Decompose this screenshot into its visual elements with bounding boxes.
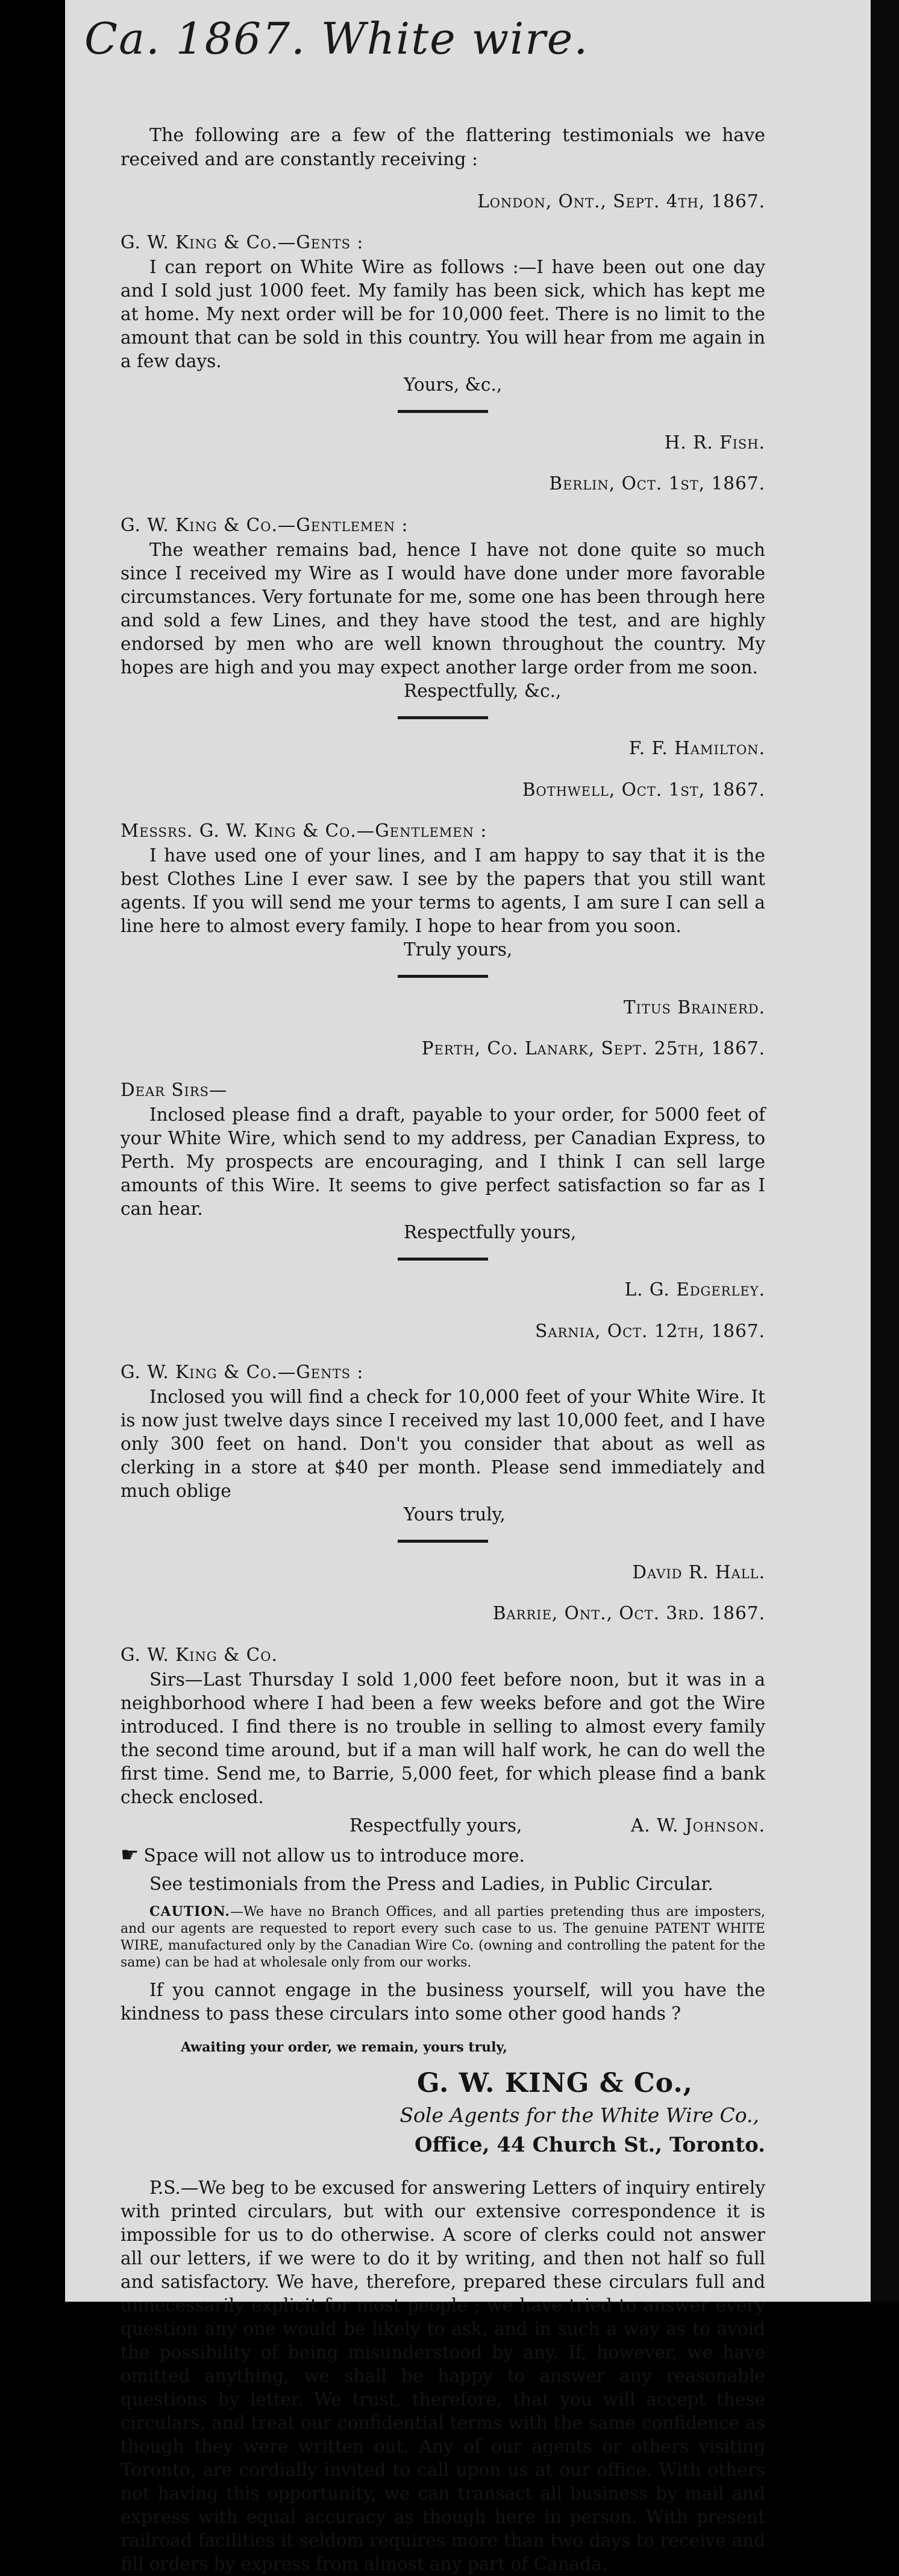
letter-date: Bothwell, Oct. 1st, 1867. xyxy=(522,779,765,800)
letter-salutation: G. W. King & Co. xyxy=(121,1644,278,1665)
company-name: G. W. KING & Co., xyxy=(416,2067,693,2099)
scan-border-left xyxy=(0,0,65,2302)
letter-body: The weather remains bad, hence I have not done quite so much since I received my Wire as I would have done under more favorable circumstances. Very fortunate for me, some one has been through here and sold a few Lines, and they have stood the test, and are highly endorsed by men who are well known throughout the country. My hopes are high and you may expect another large order from me soon. xyxy=(121,539,765,678)
space-note: Space will not allow us to introduce more. xyxy=(143,1845,525,1866)
letter-2 xyxy=(121,472,765,760)
letter-closing: Yours, &c., xyxy=(404,374,503,395)
letter-5 xyxy=(121,1320,765,1584)
caution-text: —We have no Branch Offices, and all parties pretending thus are imposters, and our agents are requested to report every such case to us. The genuine PATENT WHITE WIRE, manufactured only by the Canadian Wire Co. (owning and controlling the patent for the same) can be had at wholesale only from our works. xyxy=(121,1904,765,1970)
company-office-address: Office, 44 Church St., Toronto. xyxy=(414,2132,765,2157)
letter-body: Sirs—Last Thursday I sold 1,000 feet before noon, but it was in a neighborhood where I had been a few weeks before and got the Wire introduced. I find there is no trouble in selling to almost every family the second time around, but if a man will half work, he can do well the first time. Send me, to Barrie, 5,000 feet, for which please find a bank check enclosed. xyxy=(121,1669,765,1807)
letter-1 xyxy=(121,190,765,455)
scan-border-right xyxy=(871,0,899,2302)
see-note: See testimonials from the Press and Ladies, in Public Circular. xyxy=(149,1873,713,1894)
letter-salutation: Messrs. G. W. King & Co.—Gentlemen : xyxy=(121,820,487,841)
postscript: P.S.—We beg to be excused for answering Letters of inquiry entirely with printed circulars, but with our extensive correspondence it is impossible for us to do otherwise. A score of clerks could not answer all our letters, if we were to do it by writing, and then not half so full and satisfactory. We have, therefore, prepared these circulars full and unnecessarily explicit for most people ; we have tried to answer every question any one would be likely to ask, and in such a way as to avoid the possibility of being misunderstood by any. If, however, we have omitted anything, we shall be happy to answer any reasonable questions by letter. We trust, therefore, that you will accept these circulars, and treat our confidential terms with the same confidence as though they were written out. Any of our agents or others visiting Toronto, are cordially invited to call upon us at our office. With others not having this opportunity, we can transact all business by mail and express with equal accuracy as though here in person. With present railroad facilities it seldom requires more than two days to receive and fill orders by express from almost any part of Canada. xyxy=(121,2177,765,2574)
letter-body: Inclosed please find a draft, payable to your order, for 5000 feet of your White Wire, which send to my address, per Canadian Express, to Perth. My prospects are encouraging, and I think I can sell large amounts of this Wire. It seems to give perfect satisfaction so far as I can hear. xyxy=(121,1104,765,1219)
closing-row xyxy=(121,1814,765,1838)
letter-closing: Truly yours, xyxy=(404,939,513,960)
space-note-line xyxy=(121,1844,765,1868)
circular-body xyxy=(121,124,765,2576)
letter-3 xyxy=(121,778,765,1019)
caution-notice xyxy=(121,1903,765,1971)
letter-salutation: Dear Sirs— xyxy=(121,1079,228,1100)
caution-label: CAUTION. xyxy=(149,1903,230,1919)
letter-signature: F. F. Hamilton. xyxy=(628,738,765,758)
intro-text: The following are a few of the flattering testimonials we have received and are constantly receiving : xyxy=(121,125,765,170)
section-rule xyxy=(398,1540,488,1543)
company-agents-line: Sole Agents for the White Wire Co., xyxy=(399,2103,759,2127)
letter-signature: A. W. Johnson. xyxy=(630,1815,765,1836)
letter-date: Sarnia, Oct. 12th, 1867. xyxy=(535,1320,765,1341)
engage-note: If you cannot engage in the business yourself, will you have the kindness to pass these circulars into some other good hands ? xyxy=(121,1979,765,2024)
letter-date: Perth, Co. Lanark, Sept. 25th, 1867. xyxy=(421,1038,765,1059)
letter-signature: Titus Brainerd. xyxy=(623,997,765,1018)
letter-date: London, Ont., Sept. 4th, 1867. xyxy=(477,191,765,212)
letter-salutation: G. W. King & Co.—Gents : xyxy=(121,1362,364,1382)
letter-closing: Respectfully yours, xyxy=(404,1221,577,1242)
letter-4 xyxy=(121,1037,765,1302)
pointing-hand-icon: ☛ xyxy=(121,1842,139,1867)
letter-date: Berlin, Oct. 1st, 1867. xyxy=(549,473,765,494)
section-rule xyxy=(398,975,488,978)
letter-body: I have used one of your lines, and I am happy to say that it is the best Clothes Line I ever saw. I see by the papers that you still want agents. If you will send me your terms to agents, I am sure I can sell a line here to almost every family. I hope to hear from you soon. xyxy=(121,845,765,936)
letter-signature: David R. Hall. xyxy=(632,1561,765,1582)
handwritten-archive-note: Ca. 1867. White wire. xyxy=(84,13,589,64)
section-rule xyxy=(398,410,488,413)
letter-body: Inclosed you will find a check for 10,000 feet of your White Wire. It is now just twelve days since I received my last 10,000 feet, and I have only 300 feet on hand. Don't you consider that about as well as clerking in a store at $40 per month. Please send immediately and much oblige xyxy=(121,1387,765,1501)
section-rule xyxy=(398,1258,488,1261)
letter-salutation: G. W. King & Co.—Gents : xyxy=(121,232,364,253)
letter-salutation: G. W. King & Co.—Gentlemen : xyxy=(121,514,409,535)
letter-6 xyxy=(121,1602,765,1838)
letter-body: I can report on White Wire as follows :—I have been out one day and I sold just 1000 feet. My family has been sick, which has kept me at home. My next order will be for 10,000 feet. There is no limit to the amount that can be sold in this country. You will hear from me again in a few days. xyxy=(121,257,765,371)
letter-closing: Respectfully, &c., xyxy=(404,680,562,701)
letter-closing: Respectfully yours, xyxy=(349,1815,522,1836)
section-rule xyxy=(398,716,488,719)
letter-signature: H. R. Fish. xyxy=(664,432,765,453)
awaiting-line: Awaiting your order, we remain, yours truly, xyxy=(181,2039,507,2055)
letter-closing: Yours truly, xyxy=(404,1504,506,1525)
letter-signature: L. G. Edgerley. xyxy=(624,1279,765,1300)
letter-date: Barrie, Ont., Oct. 3rd. 1867. xyxy=(492,1603,765,1623)
